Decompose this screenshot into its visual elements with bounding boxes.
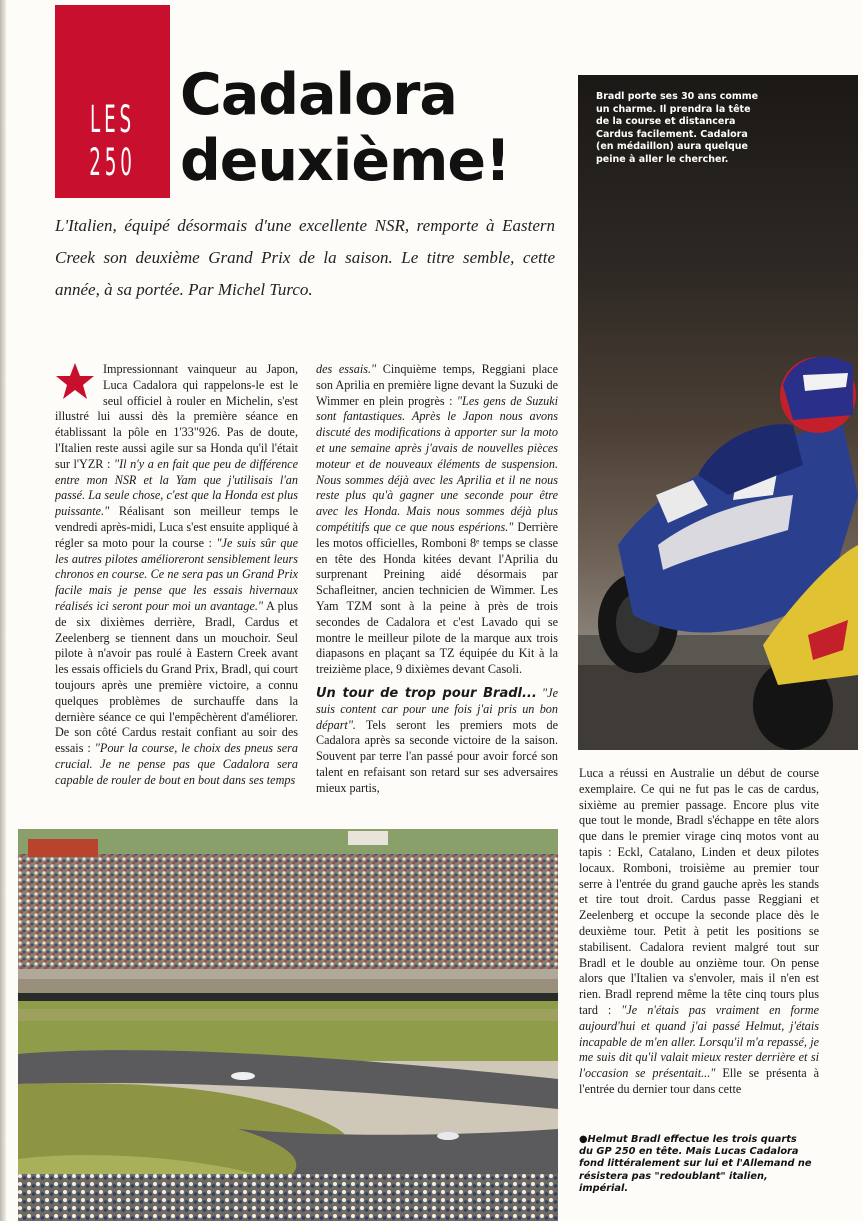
page-edge — [0, 0, 6, 1221]
body-column-3 — [579, 766, 819, 1098]
subheading: Un tour de trop pour Bradl... — [316, 685, 537, 701]
body-column-1 — [55, 362, 298, 789]
quote: "Je n'étais pas vraiment en forme aujourd'hui et quand j'ai passé Helmut, j'étais incapable de m'en aller. Lorsqu'il m'a repassé, je me suis dit qu'il valait mieux rester derrière et si l'occasion se présentait..." — [579, 1002, 819, 1081]
section-tag — [55, 5, 170, 198]
column-1-text — [55, 362, 298, 789]
quote: "Il n'y a en fait que peu de différence entre mon NSR et la Yam que j'utilisais l'an passé. La seule chose, c'est que la Honda est plus puissante." — [55, 456, 298, 519]
quote: "Les gens de Suzuki sont fantastiques. Après le Japon nous avons discuté des modifications à apporter sur la moto et une semaine après j'avais de nouvelles pièces moteur et de nouveaux éléments de suspension. Nous sommes déjà avec les Aprilia et il ne nous reste plus qu'à gagner une seconde pour être avec les Honda. Mais nous sommes déjà plus compétitifs que ce que nous espérions." — [316, 393, 558, 534]
photo-right-caption: Bradl porte ses 30 ans comme un charme. Il prendra la tête de la course et distancera Cardus facilement. Cadalora (en médaillon) aura quelque peine à aller le chercher. — [596, 91, 759, 165]
motorcycle-image — [578, 75, 858, 750]
body-column-2 — [316, 362, 558, 797]
quote: "Pour la course, le choix des pneus sera crucial. Je ne pense pas que Cadalora sera capable de rouler de bout en bout dans ses temps — [55, 741, 298, 787]
photo-bradl-riding — [578, 75, 858, 750]
quote: "Je suis content car pour une fois j'ai pris un bon départ". — [316, 685, 558, 732]
body-text: Impressionnant vainqueur au Japon, Luca Cadalora qui rappelons-le est le seul officiel à rouler en Michelin, s'est illustré lui aussi dès la première séance en établissant la pôle en 1'33"926. Pas de doute, l'Italien reste aussi agile sur sa Honda qu'il l'était sur l'YZR : — [55, 362, 298, 471]
subsection — [316, 686, 558, 797]
quote: "Je suis sûr que les autres pilotes amélioreront sensiblement leurs chronos en course. Ce ne sera pas un Grand Prix facile mais je pense que les essais hivernaux réalisés ici seront pour moi un avantage." — [55, 535, 298, 613]
body-text: A plus de six dixièmes derrière, Bradl, Cardus et Zeelenberg se tiennent dans un mouchoir. Seul pilote à n'avoir pas roulé à Eastern Creek avant les essais officiels du Grand Prix, Bradl, qui court toujours après une première victoire, a connu quelques problèmes de surchauffe dans la dernière séance ce qui l'empêchèrent d'améliorer. De son côté Cardus restait confiant au soir des essais : — [55, 598, 298, 756]
quote: des essais." — [316, 362, 377, 376]
star-icon — [55, 362, 97, 400]
body-text: Luca a réussi en Australie un début de course exemplaire. Ce qui ne fut pas le cas de cardus, sixième au premier passage. Encore plus vite que tout le monde, Bradl s'échappe en tête alors que dans le premier virage cinq motos vont au tapis : Eckl, Catalano, Linden et deux pilotes locaux. Romboni, troisième au premier tour serre à l'entrée du grand gauche après les stands et tire tout droit. Cardus passe Reggiani et Zeelenberg et occupe la seconde place dès le deuxième tour. Petit à petit les positions se stabilisent. Cadalora revient malgré tout sur Bradl et le double au onzième tour. On pense alors que l'Italien va s'envoler, mais il n'en est rien. Bradl reprend même la tête cinq tours plus tard : — [579, 766, 819, 1017]
photo-eastern-creek-circuit — [18, 829, 558, 1221]
column-3-text — [579, 766, 819, 1098]
body-text: Cinquième temps, Reggiani place son Aprilia en première ligne devant la Suzuki de Wimmer en plein progrès : — [316, 362, 558, 408]
headline-line-1: Cadalora — [180, 62, 457, 128]
lede: L'Italien, équipé désormais d'une excellente NSR, remporte à Eastern Creek son deuxième Grand Prix de la saison. Le titre semble, cette année, à sa portée. Par Michel Turco. — [55, 216, 555, 299]
body-text: Elle se présenta à l'entrée du dernier tour dans cette — [579, 1066, 819, 1096]
body-text: Réalisant son meilleur temps le vendredi après-midi, Luca s'est ensuite appliqué à régler sa moto pour la course : — [55, 504, 298, 550]
photo-bottom-caption: ●Helmut Bradl effectue les trois quarts du GP 250 en tête. Mais Lucas Cadalora fond littéralement sur lui et l'Allemand ne résistera pas "redoublant" italien, impérial. — [579, 1134, 812, 1194]
headline — [180, 62, 510, 194]
section-tag-label: LES 250 — [89, 98, 136, 184]
body-text: Derrière les motos officielles, Romboni 8ᵉ temps se classe en tête des Honda kitées devant l'Aprilia du surprenant Preining aidé désormais par Schafleitner, ancien technicien de Wimmer. Les Yam TZM sont à la peine à près de trois secondes de Cadalora et c'est Lavado qui se montre le meilleur pilote de la marque aux trois diapasons en plaçant sa TZ équipée du Kit à la treizième place, 9 dixièmes devant Casoli. — [316, 519, 558, 677]
column-2-text — [316, 362, 558, 678]
body-text: Tels seront les premiers mots de Cadalora après sa seconde victoire de la saison. Souvent par terre l'an passé pour avoir forcé son talent en refaisant son retard sur ses adversaires mieux partis, — [316, 717, 558, 795]
headline-line-2: deuxième! — [180, 128, 511, 194]
circuit-image — [18, 829, 558, 1221]
